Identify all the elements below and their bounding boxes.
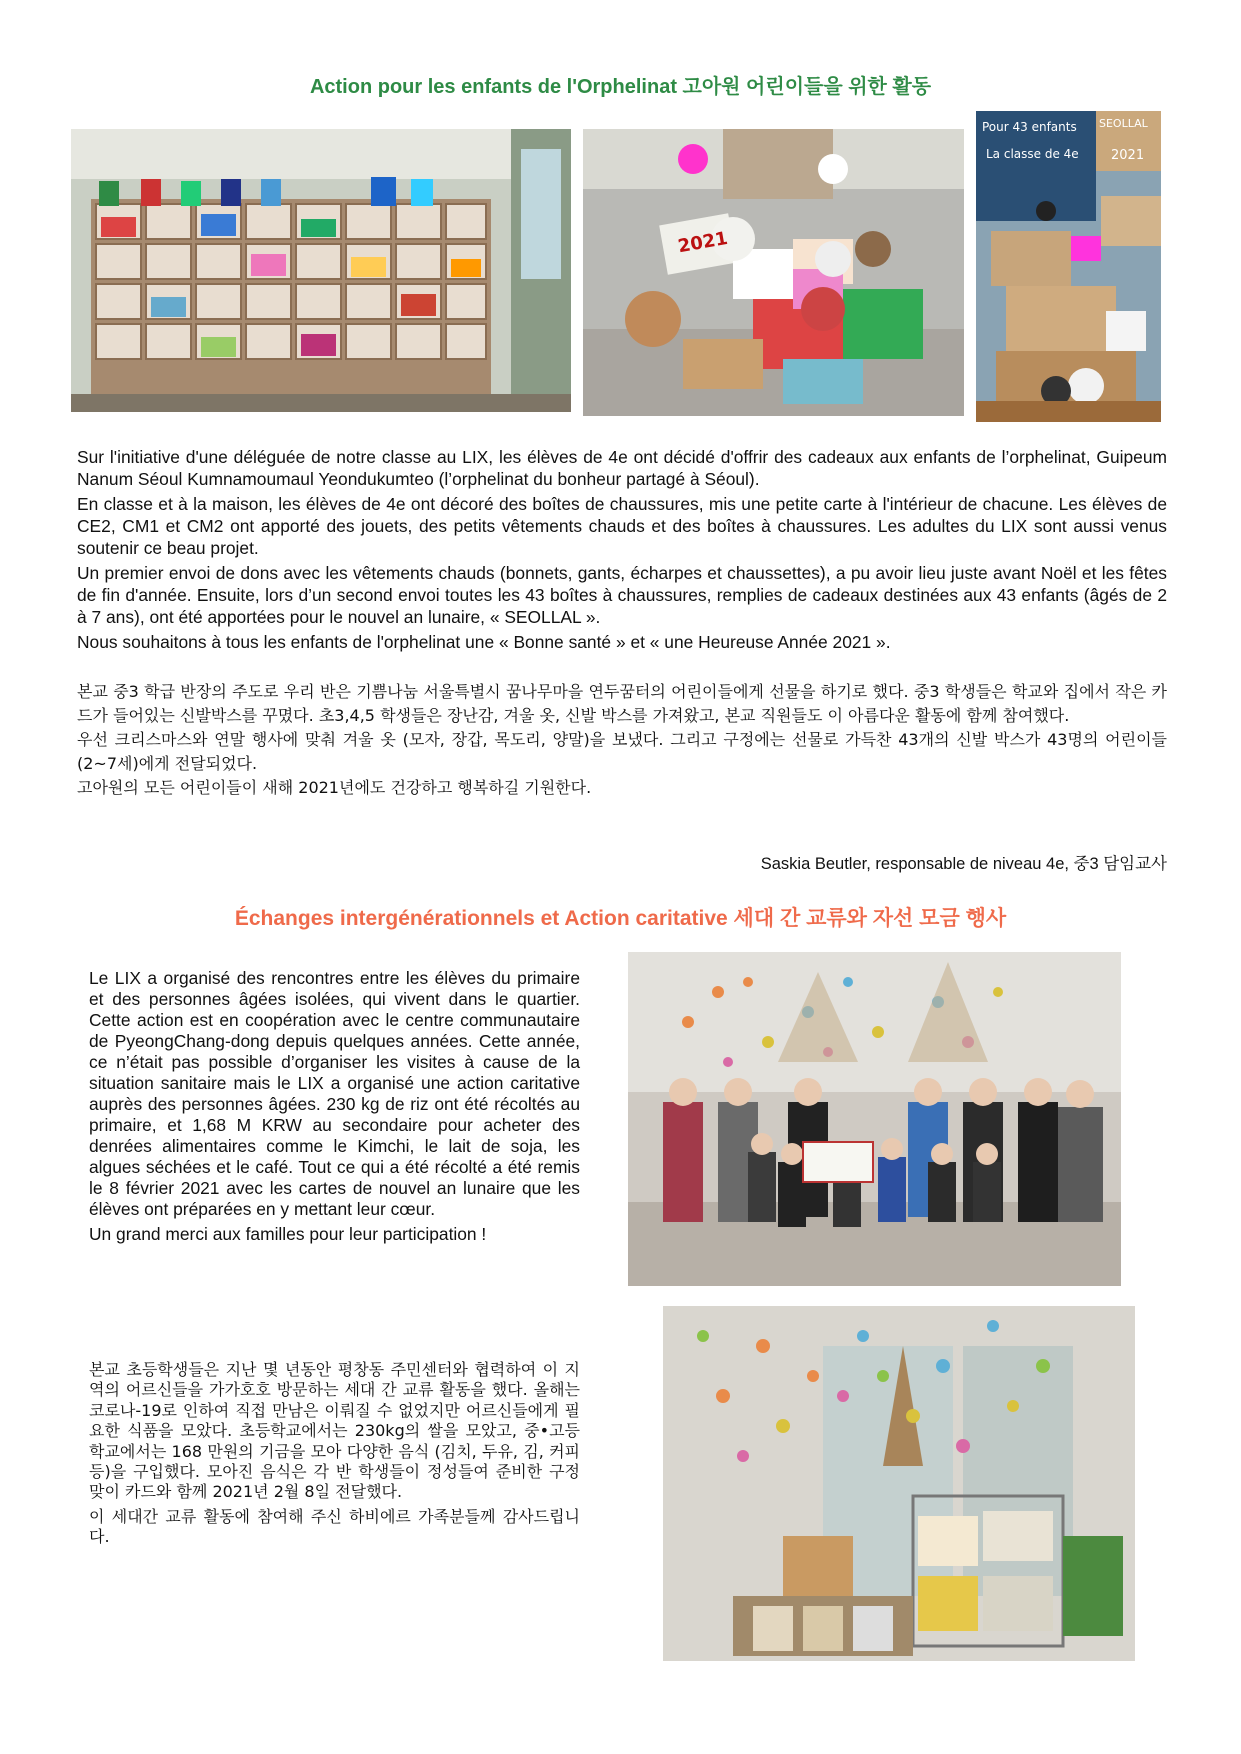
- ko-paragraph: 고아원의 모든 어린이들이 새해 2021년에도 건강하고 행복하길 기원한다.: [77, 778, 592, 797]
- group-photo: [628, 952, 1121, 1286]
- fr-paragraph: Un premier envoi de dons avec les vêtements chauds (bonnets, gants, écharpes et chaussettes), a pu avoir lieu juste avant Noël et les fêtes de fin d'année. Ensuite, lors d’un second envoi toutes les 43 boîtes à chaussures, remplies de cadeaux destinées aux 43 enfants (âgés de 2 à 7 ans), ont été apportées pour le nouvel an lunaire, « SEOLLAL ».: [77, 563, 1167, 627]
- section1-french-text: [77, 446, 1167, 656]
- display-badge: SEOLLAL: [1099, 117, 1148, 130]
- ko-paragraph: 우선 크리스마스와 연말 행사에 맞춰 겨울 옷 (모자, 장갑, 목도리, 양말)을 보냈다. 그리고 구정에는 선물로 가득찬 43개의 신발 박스가 43명의 어린이들(2~7세)에게 전달되었다.: [77, 730, 1167, 773]
- fr-paragraph: En classe et à la maison, les élèves de 4e ont décoré des boîtes de chaussures, mis une petite carte à l'intérieur de chacune. Les élèves de CE2, CM1 et CM2 ont apporté des jouets, des petits vêtements chauds et des boîtes à chaussures. Les adultes du LIX sont aussi venus soutenir ce beau projet.: [77, 494, 1167, 558]
- fr-paragraph: Sur l'initiative d'une déléguée de notre classe au LIX, les élèves de 4e ont décidé d'offrir des cadeaux aux enfants de l’orphelinat, Guipeum Nanum Séoul Kumnamoumaul Yeondukumteo (l’orphelinat du bonheur partagé à Séoul).: [77, 447, 1167, 489]
- display-line2: La classe de 4e: [986, 147, 1079, 161]
- fr-paragraph: Le LIX a organisé des rencontres entre les élèves du primaire et des personnes âgées isolées, qui vivent dans le quartier. Cette action est en coopération avec le centre communautaire de PyeongChang-dong depuis quelques années. Cette année, ce n’était pas possible d’organiser les visites à cause de la situation sanitaire mais le LIX a organisé une action caritative auprès des personnes âgées. 230 kg de riz ont été récoltés au primaire, et 1,68 M KRW au secondaire pour acheter des denrées alimentaires comme le Kimchi, le lait de soja, les algues séchées et le café. Tout ce qui a été récolté a été remis le 8 février 2021 avec les cartes de nouvel an lunaire que les élèves ont préparées en y mettant leur cœur.: [89, 968, 580, 1219]
- gifts-photo: [583, 129, 964, 416]
- section2-title: Échanges intergénérationnels et Action caritative 세대 간 교류와 자선 모금 행사: [234, 907, 1007, 930]
- fr-paragraph: Nous souhaitons à tous les enfants de l'orphelinat une « Bonne santé » et « une Heureuse Année 2021 ».: [77, 632, 891, 652]
- classroom-display-photo: [976, 111, 1161, 422]
- section2-korean-text: [89, 1360, 580, 1552]
- section1-korean-text: [77, 680, 1167, 800]
- display-line1: Pour 43 enfants: [982, 120, 1077, 134]
- ko-paragraph: 본교 중3 학급 반장의 주도로 우리 반은 기쁨나눔 서울특별시 꿈나무마을 연두꿈터의 어린이들에게 선물을 하기로 했다. 중3 학생들은 학교와 집에서 작은 카드가 들어있는 신발박스를 꾸몄다. 초3,4,5 학생들은 장난감, 겨울 옷, 신발 박스를 가져왔고, 본교 직원들도 이 아름다운 활동에 함께 참여했다.: [77, 682, 1168, 725]
- ko-paragraph: 이 세대간 교류 활동에 참여해 주신 하비에르 가족분들께 감사드립니다.: [89, 1506, 580, 1547]
- gift-card-text: 2021: [676, 227, 730, 258]
- signature: Saskia Beutler, responsable de niveau 4e, 중3 담임교사: [760, 855, 1167, 873]
- shelves-photo: [71, 129, 571, 412]
- fr-paragraph: Un grand merci aux familles pour leur participation !: [89, 1224, 487, 1244]
- section1-title: Action pour les enfants de l'Orphelinat 고아원 어린이들을 위한 활동: [309, 76, 932, 98]
- ko-paragraph: 본교 초등학생들은 지난 몇 년동안 평창동 주민센터와 협력하여 이 지역의 어르신들을 가가호호 방문하는 세대 간 교류 활동을 했다. 올해는 코로나-19로 인하여 직접 만남은 이뤄질 수 없었지만 어르신들에게 필요한 식품을 모았다. 초등학교에서는 230kg의 쌀을 모았고, 중•고등학교에서는 168 만원의 기금을 모아 다양한 음식 (김치, 두유, 김, 커피 등)을 구입했다. 모아진 음식은 각 반 학생들이 정성들여 준비한 구정 맞이 카드와 함께 2021년 2월 8일 전달했다.: [89, 1360, 580, 1502]
- display-year: 2021: [1111, 148, 1145, 163]
- donations-photo: [663, 1306, 1135, 1661]
- section2-french-text: [89, 968, 580, 1249]
